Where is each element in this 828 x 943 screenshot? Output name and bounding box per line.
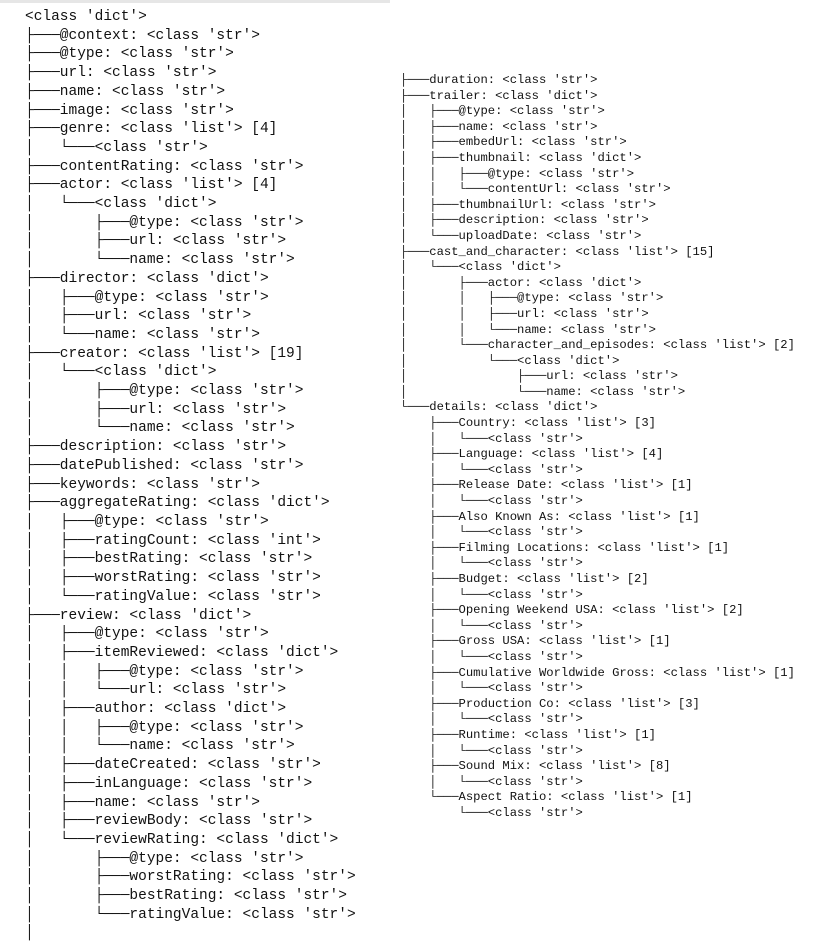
tree-line: ├───actor: <class 'list'> [4] — [25, 177, 278, 194]
tree-line: │ └───<class 'str'> — [400, 462, 583, 477]
tree-line: ├───contentRating: <class 'str'> — [25, 158, 304, 175]
tree-line: │ ├───name: <class 'str'> — [400, 119, 598, 134]
tree-line: │ ├───@type: <class 'str'> — [25, 214, 304, 231]
tree-line: │ ├───url: <class 'str'> — [25, 233, 287, 250]
tree-line: └───Aspect Ratio: <class 'list'> [1] — [400, 790, 693, 805]
tree-line: ├───keywords: <class 'str'> — [25, 476, 260, 493]
tree-line: ├───description: <class 'str'> — [25, 439, 287, 456]
tree-line: │ └───<class 'str'> — [400, 681, 583, 696]
tree-line: │ ├───@type: <class 'str'> — [25, 289, 269, 306]
tree-line: │ ├───actor: <class 'dict'> — [400, 275, 642, 290]
schema-tree-right — [400, 73, 795, 822]
tree-line: ├───Gross USA: <class 'list'> [1] — [400, 634, 671, 649]
tree-line: ├───name: <class 'str'> — [25, 83, 226, 100]
tree-line: │ ├───@type: <class 'str'> — [25, 626, 269, 643]
tree-line: │ ├───@type: <class 'str'> — [25, 850, 304, 867]
tree-line: │ ├───description: <class 'str'> — [400, 213, 649, 228]
tree-line: │ ├───dateCreated: <class 'str'> — [25, 757, 321, 774]
tree-line: ├───Budget: <class 'list'> [2] — [400, 572, 649, 586]
tree-line: │ └───<class 'str'> — [400, 431, 583, 446]
tree-line: ├───Also Known As: <class 'list'> [1] — [400, 509, 700, 524]
tree-line: ├───Release Date: <class 'list'> [1] — [400, 478, 693, 493]
tree-line: │ └───<class 'str'> — [400, 556, 583, 571]
tree-line: │ ├───worstRating: <class 'str'> — [25, 869, 356, 886]
tree-line: │ │ └───contentUrl: <class 'str'> — [400, 182, 671, 197]
tree-line: │ └───<class 'dict'> — [25, 364, 217, 381]
top-edge-strip — [0, 0, 390, 3]
tree-line: ├───Country: <class 'list'> [3] — [400, 416, 656, 431]
tree-line: │ ├───@type: <class 'str'> — [25, 383, 304, 400]
tree-line: │ └───ratingValue: <class 'str'> — [25, 588, 321, 605]
tree-line: │ ├───url: <class 'str'> — [25, 308, 252, 325]
tree-line: │ ├───url: <class 'str'> — [25, 401, 287, 418]
tree-line: │ ├───itemReviewed: <class 'dict'> — [25, 644, 339, 661]
tree-line: ├───director: <class 'dict'> — [25, 270, 269, 287]
tree-line: │ └───<class 'str'> — [400, 743, 583, 758]
tree-line: │ │ ├───url: <class 'str'> — [400, 306, 649, 321]
tree-line: │ └───character_and_episodes: <class 'list'> [2] — [400, 338, 795, 353]
tree-line: │ └───<class 'dict'> — [400, 260, 561, 275]
tree-line: │ └───ratingValue: <class 'str'> — [25, 906, 356, 923]
tree-line: │ ├───worstRating: <class 'str'> — [25, 570, 321, 587]
tree-line: │ │ └───name: <class 'str'> — [25, 738, 295, 755]
tree-line: │ └───name: <class 'str'> — [25, 252, 295, 269]
tree-line: │ └───<class 'str'> — [400, 712, 583, 727]
tree-line: ├───cast_and_character: <class 'list'> [15] — [400, 244, 715, 259]
tree-line: ├───trailer: <class 'dict'> — [400, 88, 598, 103]
tree-line: ├───Opening Weekend USA: <class 'list'> [2] — [400, 603, 744, 618]
tree-line: ├───duration: <class 'str'> — [400, 73, 598, 87]
tree-line: │ └───name: <class 'str'> — [25, 420, 295, 437]
tree-line: │ ├───name: <class 'str'> — [25, 794, 260, 811]
tree-line: │ └───<class 'str'> — [400, 774, 583, 789]
tree-line: │ └───name: <class 'str'> — [25, 326, 260, 343]
tree-line: ├───Runtime: <class 'list'> [1] — [400, 727, 656, 742]
tree-line: │ ├───reviewBody: <class 'str'> — [25, 813, 313, 830]
schema-tree-left — [25, 8, 356, 943]
tree-line: │ ├───ratingCount: <class 'int'> — [25, 532, 321, 549]
tree-line: │ └───<class 'str'> — [400, 525, 583, 540]
tree-line: ├───review: <class 'dict'> — [25, 607, 252, 624]
tree-line: ├───datePublished: <class 'str'> — [25, 457, 304, 474]
tree-line: │ └───name: <class 'str'> — [400, 384, 686, 399]
tree-line: │ └───reviewRating: <class 'dict'> — [25, 831, 339, 848]
tree-line: │ │ ├───@type: <class 'str'> — [25, 719, 304, 736]
tree-line: │ └───<class 'dict'> — [25, 196, 217, 213]
tree-line: │ └───uploadDate: <class 'str'> — [400, 228, 642, 243]
tree-line: │ └───<class 'str'> — [400, 618, 583, 633]
tree-line: │ │ └───url: <class 'str'> — [25, 682, 287, 699]
tree-line: │ │ ├───@type: <class 'str'> — [400, 291, 664, 306]
tree-line: │ └───<class 'str'> — [400, 494, 583, 509]
tree-line: │ │ ├───@type: <class 'str'> — [25, 663, 304, 680]
tree-line: │ ├───thumbnail: <class 'dict'> — [400, 150, 642, 165]
tree-line: └───<class 'str'> — [400, 805, 583, 820]
tree-line: │ └───<class 'str'> — [25, 139, 208, 156]
tree-line: │ │ └───name: <class 'str'> — [400, 322, 656, 337]
tree-line: ├───Production Co: <class 'list'> [3] — [400, 696, 700, 711]
tree-line: ├───Cumulative Worldwide Gross: <class 'list'> [1] — [400, 665, 795, 680]
tree-line: │ ├───author: <class 'dict'> — [25, 701, 287, 718]
tree-line: ├───url: <class 'str'> — [25, 65, 217, 82]
tree-line: │ ├───@type: <class 'str'> — [400, 104, 605, 119]
tree-line: │ │ ├───@type: <class 'str'> — [400, 166, 635, 181]
tree-line: │ ├───@type: <class 'str'> — [25, 513, 269, 530]
tree-line: ├───@context: <class 'str'> — [25, 27, 260, 44]
tree-line: ├───image: <class 'str'> — [25, 102, 234, 119]
tree-line: │ — [25, 925, 34, 942]
tree-line: ├───@type: <class 'str'> — [25, 46, 234, 63]
tree-line: │ └───<class 'dict'> — [400, 353, 620, 368]
tree-line: │ ├───url: <class 'str'> — [400, 369, 678, 384]
tree-line: │ ├───bestRating: <class 'str'> — [25, 551, 313, 568]
tree-line: <class 'dict'> — [25, 9, 147, 25]
tree-line: ├───aggregateRating: <class 'dict'> — [25, 495, 330, 512]
tree-line: ├───Filming Locations: <class 'list'> [1] — [400, 540, 730, 555]
tree-line: │ ├───inLanguage: <class 'str'> — [25, 775, 313, 792]
tree-line: │ └───<class 'str'> — [400, 587, 583, 602]
tree-line: └───details: <class 'dict'> — [400, 400, 598, 415]
tree-line: │ ├───embedUrl: <class 'str'> — [400, 135, 627, 150]
tree-line: ├───Language: <class 'list'> [4] — [400, 447, 664, 462]
tree-line: ├───genre: <class 'list'> [4] — [25, 121, 278, 138]
tree-line: │ ├───bestRating: <class 'str'> — [25, 888, 347, 905]
tree-line: │ └───<class 'str'> — [400, 649, 583, 664]
tree-line: ├───creator: <class 'list'> [19] — [25, 345, 304, 362]
tree-line: │ ├───thumbnailUrl: <class 'str'> — [400, 197, 656, 212]
tree-line: ├───Sound Mix: <class 'list'> [8] — [400, 759, 671, 774]
